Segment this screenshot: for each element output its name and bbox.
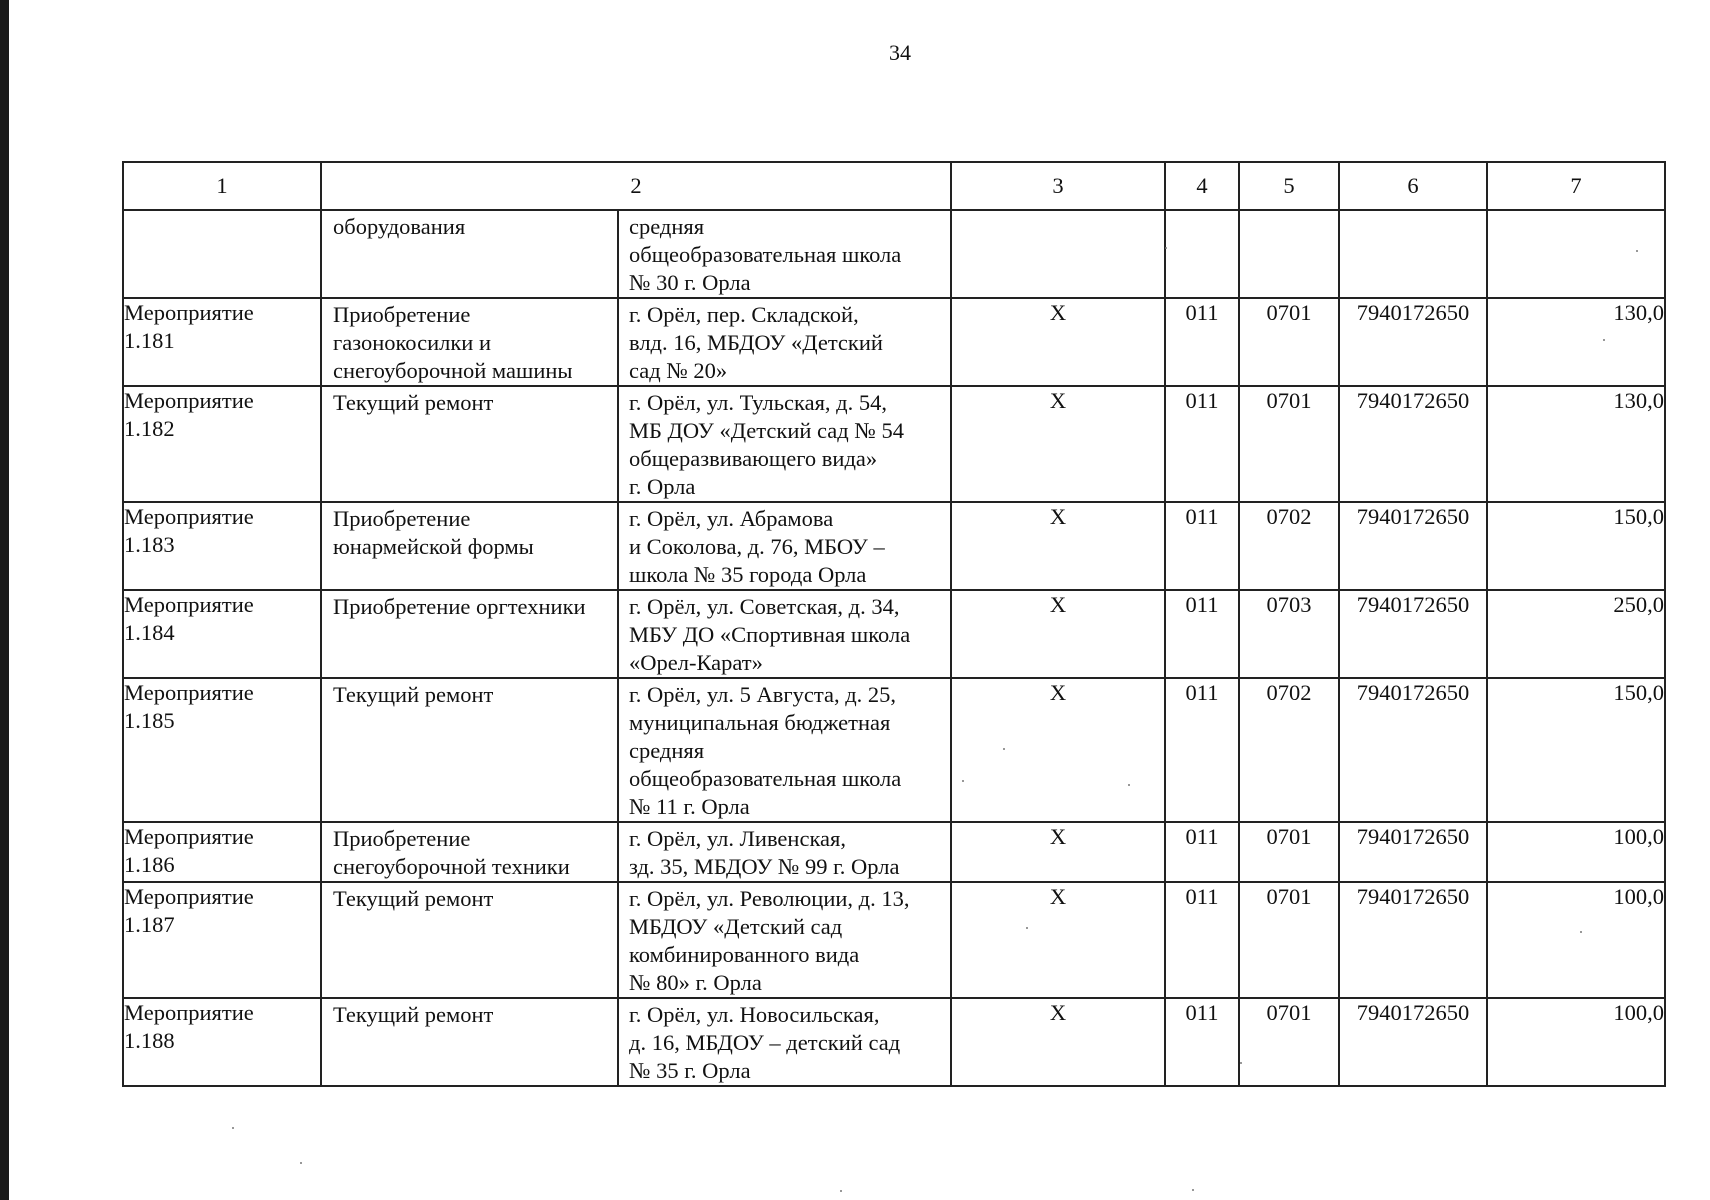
col3-cell: X bbox=[951, 678, 1165, 822]
col3-cell: X bbox=[951, 386, 1165, 502]
col4-cell: 011 bbox=[1165, 298, 1239, 386]
amount-cell: 150,0 bbox=[1487, 502, 1665, 590]
page-number: 34 bbox=[889, 40, 911, 65]
col6-cell: 7940172650 bbox=[1339, 678, 1487, 822]
description-split bbox=[322, 299, 950, 385]
description-cell bbox=[321, 502, 951, 590]
address-text: г. Орёл, ул. Ливенская, зд. 35, МБДОУ № 99 г. Орла bbox=[629, 826, 900, 879]
description-cell bbox=[321, 590, 951, 678]
col6-cell: 7940172650 bbox=[1339, 998, 1487, 1086]
scan-left-edge bbox=[0, 0, 9, 1200]
description-split bbox=[322, 999, 950, 1085]
header-col-6: 6 bbox=[1339, 162, 1487, 210]
description-cell bbox=[321, 386, 951, 502]
table-row bbox=[123, 502, 1665, 590]
col4-cell: 011 bbox=[1165, 882, 1239, 998]
measure-name-cell: Мероприятие 1.185 bbox=[123, 678, 321, 822]
scan-speck bbox=[1165, 247, 1167, 249]
address-text: г. Орёл, ул. Тульская, д. 54, МБ ДОУ «Детский сад № 54 общеразвивающего вида» г. Орла bbox=[629, 390, 904, 499]
action-text: оборудования bbox=[322, 211, 619, 299]
header-col-3: 3 bbox=[951, 162, 1165, 210]
col4-cell bbox=[1165, 210, 1239, 298]
col6-cell: 7940172650 bbox=[1339, 386, 1487, 502]
header-col-7: 7 bbox=[1487, 162, 1665, 210]
col3-cell: X bbox=[951, 882, 1165, 998]
header-col-2: 2 bbox=[321, 162, 951, 210]
address-text: г. Орёл, ул. Новосильская, д. 16, МБДОУ – детский сад № 35 г. Орла bbox=[629, 1002, 901, 1083]
table-row bbox=[123, 386, 1665, 502]
header-col-5: 5 bbox=[1239, 162, 1339, 210]
scan-speck bbox=[840, 1190, 842, 1192]
col4-cell: 011 bbox=[1165, 998, 1239, 1086]
scan-speck bbox=[1580, 931, 1582, 933]
scan-speck bbox=[232, 1127, 234, 1129]
description-split bbox=[322, 823, 950, 881]
description-split bbox=[322, 679, 950, 821]
col5-cell bbox=[1239, 210, 1339, 298]
col3-cell: X bbox=[951, 998, 1165, 1086]
measure-name-cell: Мероприятие 1.187 bbox=[123, 882, 321, 998]
amount-cell: 100,0 bbox=[1487, 882, 1665, 998]
table-body bbox=[123, 210, 1665, 1086]
amount-cell: 250,0 bbox=[1487, 590, 1665, 678]
description-split bbox=[322, 591, 950, 677]
description-split bbox=[322, 387, 950, 501]
col6-cell: 7940172650 bbox=[1339, 882, 1487, 998]
col6-cell bbox=[1339, 210, 1487, 298]
table-row bbox=[123, 882, 1665, 998]
amount-cell: 150,0 bbox=[1487, 678, 1665, 822]
col4-cell: 011 bbox=[1165, 822, 1239, 882]
table-row bbox=[123, 822, 1665, 882]
col5-cell: 0702 bbox=[1239, 502, 1339, 590]
description-split bbox=[322, 211, 950, 297]
col3-cell: X bbox=[951, 502, 1165, 590]
scan-speck bbox=[1636, 250, 1638, 252]
scan-speck bbox=[1026, 927, 1028, 929]
action-text: Приобретение юнармейской формы bbox=[322, 503, 619, 591]
col6-cell: 7940172650 bbox=[1339, 298, 1487, 386]
scan-speck bbox=[1003, 748, 1005, 750]
measure-name-cell: Мероприятие 1.182 bbox=[123, 386, 321, 502]
col5-cell: 0701 bbox=[1239, 882, 1339, 998]
description-cell bbox=[321, 298, 951, 386]
col4-cell: 011 bbox=[1165, 502, 1239, 590]
description-cell bbox=[321, 210, 951, 298]
address-text: г. Орёл, пер. Складской, влд. 16, МБДОУ «Детский сад № 20» bbox=[629, 302, 883, 383]
action-text: Текущий ремонт bbox=[322, 679, 619, 823]
col5-cell: 0701 bbox=[1239, 998, 1339, 1086]
description-split bbox=[322, 503, 950, 589]
col5-cell: 0701 bbox=[1239, 298, 1339, 386]
measure-name-cell: Мероприятие 1.188 bbox=[123, 998, 321, 1086]
col5-cell: 0702 bbox=[1239, 678, 1339, 822]
col4-cell: 011 bbox=[1165, 678, 1239, 822]
action-text: Приобретение газонокосилки и снегоуборочной машины bbox=[322, 299, 619, 387]
action-text: Приобретение оргтехники bbox=[322, 591, 619, 679]
amount-cell: 100,0 bbox=[1487, 998, 1665, 1086]
header-col-4: 4 bbox=[1165, 162, 1239, 210]
table-row bbox=[123, 210, 1665, 298]
scan-speck bbox=[1128, 784, 1130, 786]
col3-cell: X bbox=[951, 590, 1165, 678]
table-row bbox=[123, 298, 1665, 386]
table-row bbox=[123, 590, 1665, 678]
table-row bbox=[123, 998, 1665, 1086]
col3-cell: X bbox=[951, 298, 1165, 386]
address-text: г. Орёл, ул. Революции, д. 13, МБДОУ «Детский сад комбинированного вида № 80» г. Орла bbox=[629, 886, 910, 995]
address-text: г. Орёл, ул. Абрамова и Соколова, д. 76, МБОУ – школа № 35 города Орла bbox=[629, 506, 885, 587]
action-text: Текущий ремонт bbox=[322, 883, 619, 999]
measure-name-cell: Мероприятие 1.183 bbox=[123, 502, 321, 590]
address-text: средняя общеобразовательная школа № 30 г. Орла bbox=[629, 214, 902, 295]
col3-cell bbox=[951, 210, 1165, 298]
measure-name-cell: Мероприятие 1.186 bbox=[123, 822, 321, 882]
description-split bbox=[322, 883, 950, 997]
scan-speck bbox=[1240, 1062, 1242, 1064]
col5-cell: 0703 bbox=[1239, 590, 1339, 678]
measure-name-cell: Мероприятие 1.184 bbox=[123, 590, 321, 678]
action-text: Текущий ремонт bbox=[322, 999, 619, 1087]
col6-cell: 7940172650 bbox=[1339, 502, 1487, 590]
col5-cell: 0701 bbox=[1239, 822, 1339, 882]
amount-cell: 130,0 bbox=[1487, 298, 1665, 386]
col4-cell: 011 bbox=[1165, 590, 1239, 678]
header-row bbox=[123, 162, 1665, 210]
amount-cell bbox=[1487, 210, 1665, 298]
scan-speck bbox=[300, 1162, 302, 1164]
address-text: г. Орёл, ул. Советская, д. 34, МБУ ДО «Спортивная школа «Орел-Карат» bbox=[629, 594, 911, 675]
address-text: г. Орёл, ул. 5 Августа, д. 25, муниципальная бюджетная средняя общеобразовательная школа № 11 г. Орла bbox=[629, 682, 902, 819]
header-col-1: 1 bbox=[123, 162, 321, 210]
action-text: Приобретение снегоуборочной техники bbox=[322, 823, 619, 883]
description-cell bbox=[321, 822, 951, 882]
measure-name-cell bbox=[123, 210, 321, 298]
col6-cell: 7940172650 bbox=[1339, 590, 1487, 678]
action-text: Текущий ремонт bbox=[322, 387, 619, 503]
col4-cell: 011 bbox=[1165, 386, 1239, 502]
description-cell bbox=[321, 998, 951, 1086]
scan-speck bbox=[1603, 339, 1605, 341]
col3-cell: X bbox=[951, 822, 1165, 882]
description-cell bbox=[321, 678, 951, 822]
amount-cell: 130,0 bbox=[1487, 386, 1665, 502]
col6-cell: 7940172650 bbox=[1339, 822, 1487, 882]
table-row bbox=[123, 678, 1665, 822]
amount-cell: 100,0 bbox=[1487, 822, 1665, 882]
measures-table bbox=[122, 161, 1666, 1087]
description-cell bbox=[321, 882, 951, 998]
col5-cell: 0701 bbox=[1239, 386, 1339, 502]
scan-speck bbox=[962, 780, 964, 782]
measure-name-cell: Мероприятие 1.181 bbox=[123, 298, 321, 386]
scan-speck bbox=[1192, 1189, 1194, 1191]
